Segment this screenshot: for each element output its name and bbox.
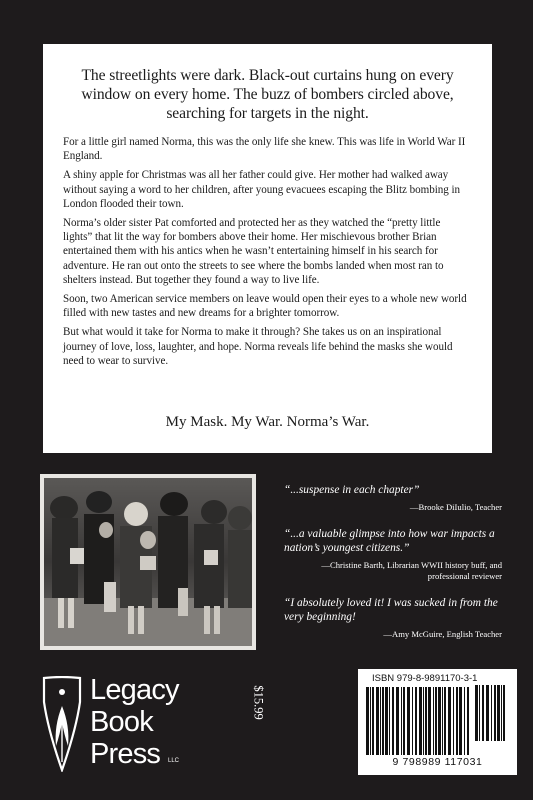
pen-nib-feather-icon [40, 676, 84, 772]
barcode-bar [415, 687, 417, 755]
blurb-paragraph-2: A shiny apple for Christmas was all her father could give. Her mother had walked away without saying a word to her children, after young evacuees escaping the Blitz bombing in London flooded their town. [63, 169, 460, 210]
barcode-bar [453, 687, 454, 755]
isbn-text: ISBN 979-8-9891170-3-1 [372, 673, 478, 684]
barcode-bar [428, 687, 431, 755]
barcode-bar [456, 687, 458, 755]
blurb-paragraph-4: Soon, two American service members on leave would open their eyes to a whole new world filled with new tastes and new dreams for a brighter tomorrow. [63, 293, 467, 320]
barcode-bar [412, 687, 413, 755]
quote-attribution: —Amy McGuire, English Teacher [383, 628, 502, 639]
barcode-bar [448, 687, 451, 755]
publisher-logo [40, 674, 190, 774]
barcode-bar [442, 687, 443, 755]
barcode-bar [419, 687, 422, 755]
barcode-bar [396, 687, 399, 755]
barcode-bar [366, 687, 369, 755]
blurb-paragraph-3: Norma’s older sister Pat comforted and protected her as they watched the “pretty little lights” that lit the way for bombers above their home. Her mischievous brother Brian entertained them with his antics when he wasn’t entertaining himself in his search for adventure. He ran out onto the streets to see where the bombs landed when most ran to shelters instead. But together they found a way to live life. [63, 217, 444, 286]
barcode-bar [401, 687, 402, 755]
review-quote-3 [284, 596, 502, 640]
tagline: My Mask. My War. Norma’s War. [165, 414, 370, 430]
barcode-bar [403, 687, 405, 755]
barcode-bar [479, 685, 480, 741]
publisher-name-line1: Legacy [90, 674, 179, 706]
barcode-number: 9 798989 117031 [392, 756, 483, 768]
barcode-bar [372, 687, 374, 755]
barcode-bar [376, 687, 379, 755]
barcode-bar [438, 687, 441, 755]
barcode-bar [482, 685, 484, 741]
barcode-bar [467, 687, 469, 755]
barcode-bar [385, 687, 388, 755]
barcode-bar [382, 687, 384, 755]
barcode-bar [494, 685, 496, 741]
barcode-box [358, 669, 517, 775]
quote-attribution: —Christine Barth, Librarian WWII history buff, and professional reviewer [321, 559, 502, 581]
quote-text: “...suspense in each chapter” [284, 484, 420, 496]
publisher-name-line2: Book [90, 706, 153, 738]
price-text: $15.99 [251, 685, 266, 720]
barcode-bar [464, 687, 465, 755]
blurb-paragraph-5: But what would it take for Norma to make it through? She takes us on an inspirational journey of love, loss, laughter, and hope. Norma reveals life behind the masks she would need to wear to survive. [63, 326, 453, 367]
publisher-name [90, 674, 179, 770]
barcode-bar [444, 687, 446, 755]
quote-attribution: —Brooke DiIulio, Teacher [409, 501, 502, 512]
barcode-bar [497, 685, 500, 741]
barcode-bar [392, 687, 394, 755]
review-quote-2 [284, 527, 502, 582]
barcode-bar [380, 687, 381, 755]
quote-text: “I absolutely loved it! I was sucked in from the very beginning! [284, 596, 498, 623]
barcode-bar [389, 687, 390, 755]
price-barcode [475, 685, 509, 741]
barcode-bar [486, 685, 489, 741]
publisher-llc: LLC [168, 758, 180, 764]
barcode-bar [423, 687, 424, 755]
review-quotes [284, 483, 502, 654]
barcode-bar [435, 687, 437, 755]
blurb-paragraph-1: For a little girl named Norma, this was the only life she knew. This was life in World War II England. [63, 136, 466, 163]
barcode-bar [501, 685, 502, 741]
barcode-bar [425, 687, 427, 755]
evacuee-children-photo [40, 474, 256, 650]
photo-illustration [44, 478, 252, 646]
back-cover-blurb-panel [43, 44, 492, 453]
barcode-bar [433, 687, 434, 755]
publisher-name-line3: Press [90, 738, 161, 770]
quote-text: “...a valuable glimpse into how war impacts a nation’s youngest citizens.” [284, 527, 495, 554]
hook-text: The streetlights were dark. Black-out curtains hung on every window on every home. The buzz of bombers circled above, searching for targets in the night. [81, 67, 454, 122]
barcode-bar [503, 685, 505, 741]
barcode-bar [459, 687, 462, 755]
review-quote-1 [284, 483, 502, 513]
barcode-bar [370, 687, 371, 755]
barcode-bar [475, 685, 478, 741]
barcode-bar [407, 687, 410, 755]
isbn-barcode [366, 687, 470, 755]
barcode-bar [491, 685, 492, 741]
